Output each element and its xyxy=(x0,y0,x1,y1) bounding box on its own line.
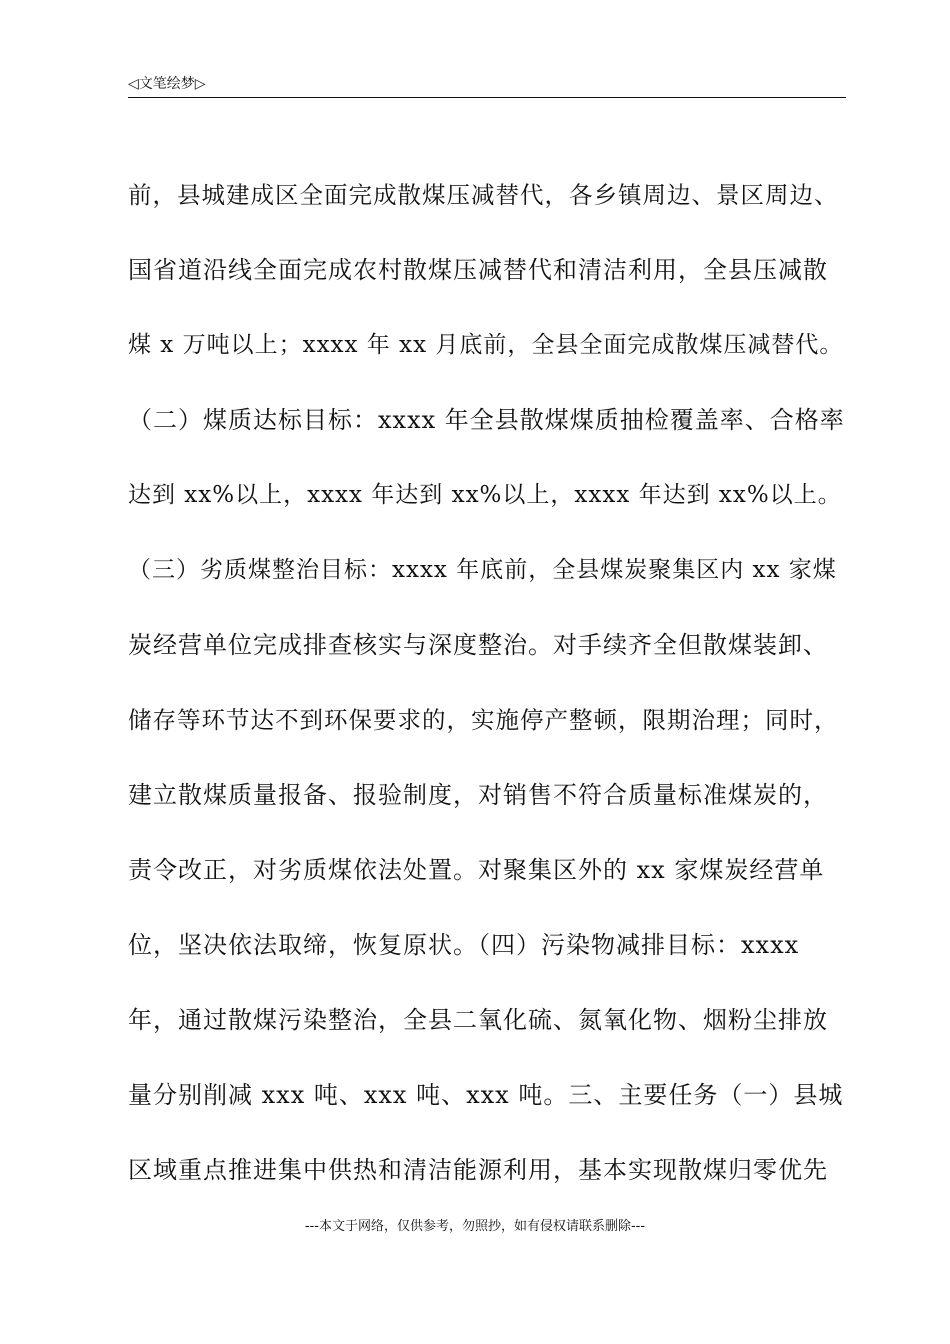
body-line: 前，县城建成区全面完成散煤压减替代，各乡镇周边、景区周边、 xyxy=(128,181,839,209)
page-header xyxy=(128,74,846,98)
body-line: 国省道沿线全面完成农村散煤压减替代和清洁利用，全县压减散 xyxy=(128,256,828,284)
body-line: 区域重点推进集中供热和清洁能源利用，基本实现散煤归零优先 xyxy=(128,1156,828,1184)
body-line: 位，坚决依法取缔，恢复原状。（四）污染物减排目标：xxxx xyxy=(128,931,800,959)
body-line: 煤 x 万吨以上；xxxx 年 xx 月底前，全县全面完成散煤压减替代。 xyxy=(128,332,844,358)
body-line: 年，通过散煤污染整治，全县二氧化硫、氮氧化物、烟粉尘排放 xyxy=(128,1006,828,1034)
body-line: 责令改正，对劣质煤依法处置。对聚集区外的 xx 家煤炭经营单 xyxy=(128,856,825,884)
page-footer: ---本文于网络，仅供参考，勿照抄，如有侵权请联系删除--- xyxy=(304,1219,646,1234)
body-line: 量分别削减 xxx 吨、xxx 吨、xxx 吨。三、主要任务（一）县城 xyxy=(128,1081,844,1109)
header-divider xyxy=(128,97,846,98)
body-line: 炭经营单位完成排查核实与深度整治。对手续齐全但散煤装卸、 xyxy=(128,631,828,659)
body-line: 储存等环节达不到环保要求的，实施停产整顿，限期治理；同时， xyxy=(128,706,839,734)
body-line: 达到 xx%以上，xxxx 年达到 xx%以上，xxxx 年达到 xx%以上。 xyxy=(128,482,842,508)
body-line: 建立散煤质量报备、报验制度，对销售不符合质量标准煤炭的， xyxy=(128,781,828,809)
header-title: ◁文笔绘梦▷ xyxy=(128,76,206,92)
body-line: （三）劣质煤整治目标：xxxx 年底前，全县煤炭聚集区内 xx 家煤 xyxy=(128,557,837,583)
body-line: （二）煤质达标目标：xxxx 年全县散煤煤质抽检覆盖率、合格率 xyxy=(128,406,845,434)
